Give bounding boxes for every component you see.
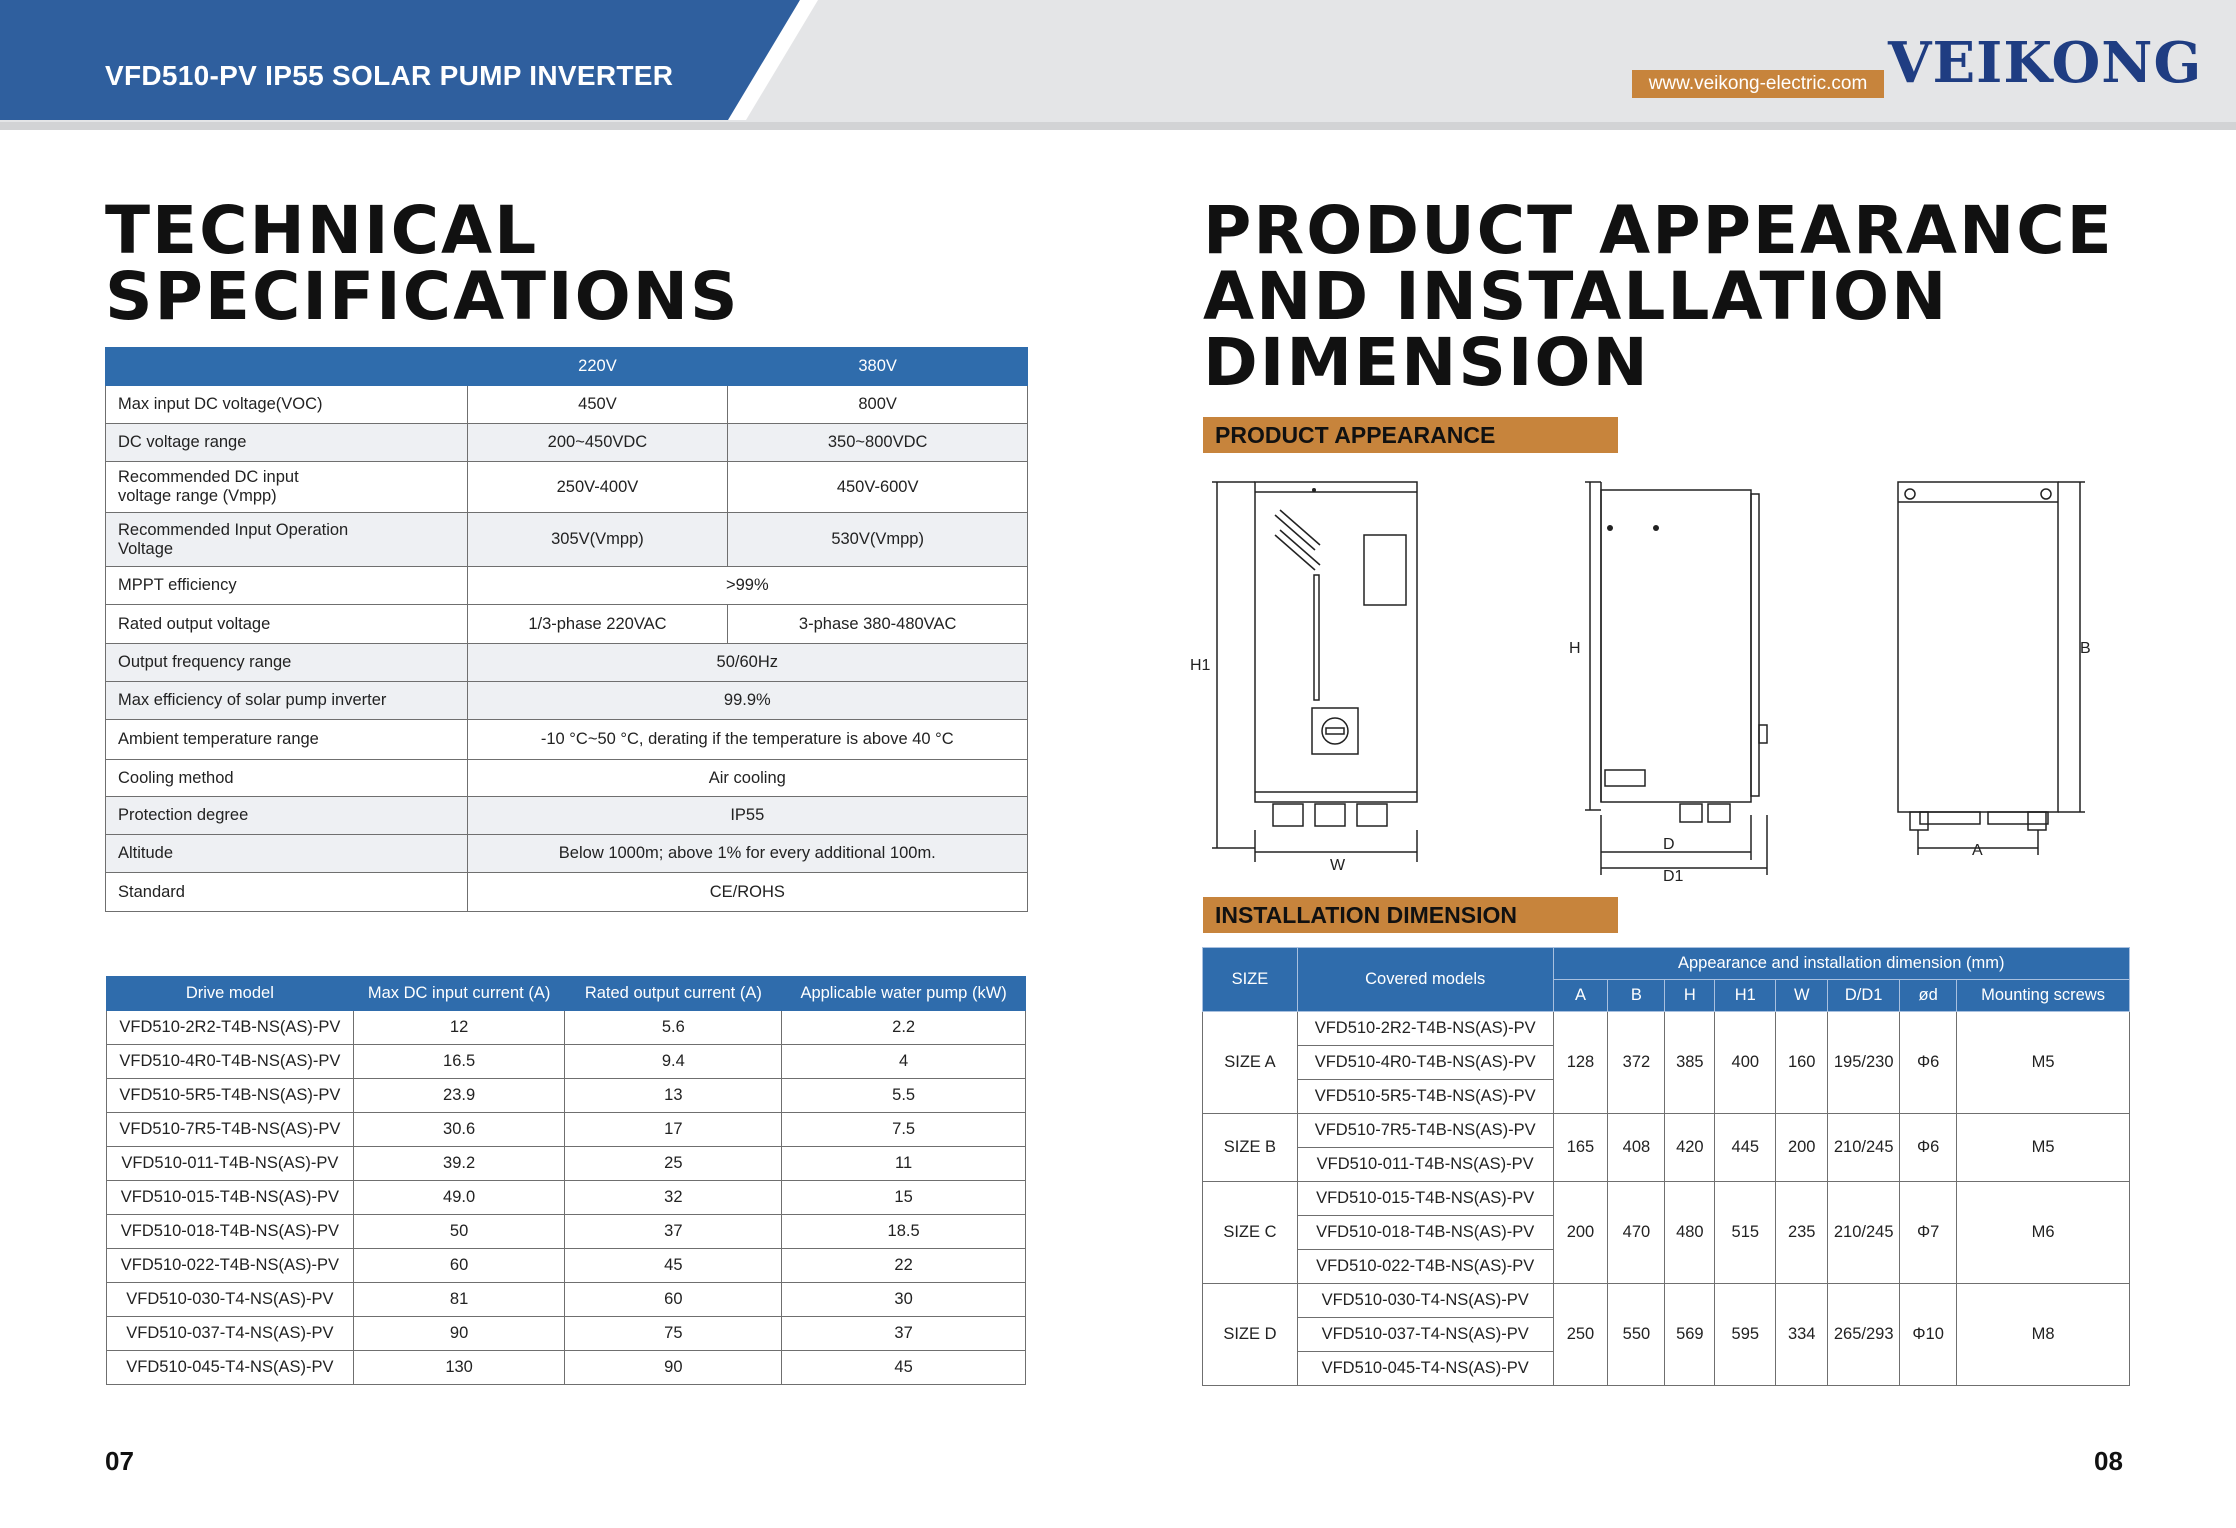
dim-od-cell: Φ6 bbox=[1900, 1012, 1957, 1114]
inst-header-dimensions: Appearance and installation dimension (mm) bbox=[1553, 948, 2130, 980]
table-row bbox=[107, 1351, 1026, 1385]
dim-mounting-screws-cell: M6 bbox=[1957, 1182, 2130, 1284]
dim-w-cell: 334 bbox=[1776, 1284, 1828, 1386]
installation-table bbox=[1202, 947, 2130, 1386]
spec-value: 450V-600V bbox=[728, 462, 1028, 513]
water-pump-cell: 18.5 bbox=[782, 1215, 1026, 1249]
model-table bbox=[106, 976, 1026, 1385]
max-dc-current-cell: 130 bbox=[353, 1351, 565, 1385]
water-pump-cell: 30 bbox=[782, 1283, 1026, 1317]
spec-value: IP55 bbox=[467, 797, 1027, 835]
spec-label: Ambient temperature range bbox=[106, 720, 468, 760]
dim-b-cell: 372 bbox=[1608, 1012, 1665, 1114]
rated-output-current-cell: 90 bbox=[565, 1351, 782, 1385]
label-d: D bbox=[1663, 836, 1675, 853]
website-url[interactable]: www.veikong-electric.com bbox=[1632, 70, 1884, 98]
covered-model-cell: VFD510-5R5-T4B-NS(AS)-PV bbox=[1297, 1080, 1553, 1114]
label-h1: H1 bbox=[1190, 657, 1211, 674]
dim-h-cell: 420 bbox=[1665, 1114, 1715, 1182]
tech-spec-title-line2: SPECIFICATIONS bbox=[105, 258, 740, 335]
spec-label: Max efficiency of solar pump inverter bbox=[106, 682, 468, 720]
inst-header-row bbox=[1203, 948, 2130, 980]
max-dc-current-cell: 81 bbox=[353, 1283, 565, 1317]
header-title: VFD510-PV IP55 SOLAR PUMP INVERTER bbox=[105, 60, 674, 91]
dim-d-d1-cell: 210/245 bbox=[1828, 1182, 1900, 1284]
label-d1: D1 bbox=[1663, 868, 1684, 885]
table-row bbox=[107, 1045, 1026, 1079]
dim-h1-cell: 515 bbox=[1715, 1182, 1776, 1284]
spec-label: MPPT efficiency bbox=[106, 567, 468, 605]
size-cell: SIZE C bbox=[1203, 1182, 1298, 1284]
spec-value: >99% bbox=[467, 567, 1027, 605]
max-dc-current-cell: 16.5 bbox=[353, 1045, 565, 1079]
table-row bbox=[107, 1079, 1026, 1113]
table-row bbox=[107, 1147, 1026, 1181]
side-view-drawing bbox=[1585, 482, 1767, 875]
spec-value: 305V(Vmpp) bbox=[467, 513, 728, 567]
spec-value: 99.9% bbox=[467, 682, 1027, 720]
spec-label: DC voltage range bbox=[106, 424, 468, 462]
inst-col-a: A bbox=[1553, 980, 1608, 1012]
model-name-cell: VFD510-4R0-T4B-NS(AS)-PV bbox=[107, 1045, 354, 1079]
model-name-cell: VFD510-045-T4-NS(AS)-PV bbox=[107, 1351, 354, 1385]
label-a: A bbox=[1972, 842, 1983, 859]
spec-row bbox=[106, 720, 1028, 760]
spec-value: 350~800VDC bbox=[728, 424, 1028, 462]
dim-w-cell: 235 bbox=[1776, 1182, 1828, 1284]
spec-row bbox=[106, 835, 1028, 873]
spec-value: Air cooling bbox=[467, 760, 1027, 797]
spec-label-line2: voltage range (Vmpp) bbox=[118, 487, 277, 505]
water-pump-cell: 4 bbox=[782, 1045, 1026, 1079]
rated-output-current-cell: 45 bbox=[565, 1249, 782, 1283]
spec-value: 200~450VDC bbox=[467, 424, 728, 462]
spec-value: 3-phase 380-480VAC bbox=[728, 605, 1028, 644]
spec-label: Standard bbox=[106, 873, 468, 912]
table-row bbox=[1203, 1182, 2130, 1216]
rated-output-current-cell: 25 bbox=[565, 1147, 782, 1181]
dim-h-cell: 480 bbox=[1665, 1182, 1715, 1284]
veikong-logo: VEIKONG bbox=[1888, 30, 2203, 96]
tech-spec-title-line1: TECHNICAL bbox=[105, 192, 539, 269]
dim-mounting-screws-cell: M5 bbox=[1957, 1012, 2130, 1114]
spec-header-380v: 380V bbox=[728, 348, 1028, 386]
max-dc-current-cell: 23.9 bbox=[353, 1079, 565, 1113]
table-row bbox=[1203, 1012, 2130, 1046]
spec-label: Rated output voltage bbox=[106, 605, 468, 644]
installation-dimension-label: INSTALLATION DIMENSION bbox=[1203, 897, 1618, 933]
product-drawings bbox=[1180, 470, 2120, 890]
spec-row bbox=[106, 682, 1028, 720]
spec-label-line1: Recommended DC input bbox=[118, 468, 299, 486]
rated-output-current-cell: 60 bbox=[565, 1283, 782, 1317]
dim-b-cell: 408 bbox=[1608, 1114, 1665, 1182]
page-number-left: 07 bbox=[105, 1446, 134, 1476]
appearance-title-line3: DIMENSION bbox=[1203, 324, 1650, 401]
dim-d-d1-cell: 210/245 bbox=[1828, 1114, 1900, 1182]
water-pump-cell: 7.5 bbox=[782, 1113, 1026, 1147]
model-name-cell: VFD510-015-T4B-NS(AS)-PV bbox=[107, 1181, 354, 1215]
spec-value: 530V(Vmpp) bbox=[728, 513, 1028, 567]
spec-label: Cooling method bbox=[106, 760, 468, 797]
model-header-row bbox=[107, 977, 1026, 1011]
inst-header-models: Covered models bbox=[1297, 948, 1553, 1012]
dim-mounting-screws-cell: M5 bbox=[1957, 1114, 2130, 1182]
table-row bbox=[1203, 1114, 2130, 1148]
model-name-cell: VFD510-7R5-T4B-NS(AS)-PV bbox=[107, 1113, 354, 1147]
dim-mounting-screws-cell: M8 bbox=[1957, 1284, 2130, 1386]
appearance-title-line1: PRODUCT APPEARANCE bbox=[1203, 192, 2114, 269]
model-name-cell: VFD510-011-T4B-NS(AS)-PV bbox=[107, 1147, 354, 1181]
dim-od-cell: Φ10 bbox=[1900, 1284, 1957, 1386]
spec-value: 50/60Hz bbox=[467, 644, 1027, 682]
spec-value: 450V bbox=[467, 386, 728, 424]
water-pump-cell: 11 bbox=[782, 1147, 1026, 1181]
model-name-cell: VFD510-5R5-T4B-NS(AS)-PV bbox=[107, 1079, 354, 1113]
dim-h1-cell: 595 bbox=[1715, 1284, 1776, 1386]
covered-model-cell: VFD510-030-T4-NS(AS)-PV bbox=[1297, 1284, 1553, 1318]
max-dc-current-cell: 39.2 bbox=[353, 1147, 565, 1181]
dim-h-cell: 569 bbox=[1665, 1284, 1715, 1386]
spec-label: Output frequency range bbox=[106, 644, 468, 682]
rated-output-current-cell: 13 bbox=[565, 1079, 782, 1113]
rated-output-current-cell: 5.6 bbox=[565, 1011, 782, 1045]
spec-row bbox=[106, 386, 1028, 424]
max-dc-current-cell: 60 bbox=[353, 1249, 565, 1283]
back-view-drawing bbox=[1898, 482, 2085, 855]
spec-header-blank bbox=[106, 348, 468, 386]
drawing-dots bbox=[1312, 488, 1659, 531]
spec-row bbox=[106, 760, 1028, 797]
inst-col-h1: H1 bbox=[1715, 980, 1776, 1012]
installation-table-body bbox=[1203, 1012, 2130, 1386]
spec-value: 800V bbox=[728, 386, 1028, 424]
model-name-cell: VFD510-2R2-T4B-NS(AS)-PV bbox=[107, 1011, 354, 1045]
spec-header-220v: 220V bbox=[467, 348, 728, 386]
table-row bbox=[107, 1215, 1026, 1249]
header-underline bbox=[0, 122, 2236, 130]
water-pump-cell: 45 bbox=[782, 1351, 1026, 1385]
rated-output-current-cell: 17 bbox=[565, 1113, 782, 1147]
table-row bbox=[1203, 1284, 2130, 1318]
size-cell: SIZE D bbox=[1203, 1284, 1298, 1386]
inst-col-mounting-screws: Mounting screws bbox=[1957, 980, 2130, 1012]
table-row bbox=[107, 1113, 1026, 1147]
table-row bbox=[107, 1249, 1026, 1283]
spec-row bbox=[106, 797, 1028, 835]
dim-od-cell: Φ7 bbox=[1900, 1182, 1957, 1284]
appearance-title-line2: AND INSTALLATION bbox=[1203, 258, 1949, 335]
model-header-max-dc-current: Max DC input current (A) bbox=[353, 977, 565, 1011]
dim-h1-cell: 400 bbox=[1715, 1012, 1776, 1114]
model-name-cell: VFD510-022-T4B-NS(AS)-PV bbox=[107, 1249, 354, 1283]
dim-a-cell: 128 bbox=[1553, 1012, 1608, 1114]
inst-col-d-d1: D/D1 bbox=[1828, 980, 1900, 1012]
covered-model-cell: VFD510-037-T4-NS(AS)-PV bbox=[1297, 1318, 1553, 1352]
model-name-cell: VFD510-018-T4B-NS(AS)-PV bbox=[107, 1215, 354, 1249]
max-dc-current-cell: 49.0 bbox=[353, 1181, 565, 1215]
max-dc-current-cell: 50 bbox=[353, 1215, 565, 1249]
table-row bbox=[107, 1181, 1026, 1215]
covered-model-cell: VFD510-045-T4-NS(AS)-PV bbox=[1297, 1352, 1553, 1386]
max-dc-current-cell: 12 bbox=[353, 1011, 565, 1045]
model-header-drive-model: Drive model bbox=[107, 977, 354, 1011]
covered-model-cell: VFD510-2R2-T4B-NS(AS)-PV bbox=[1297, 1012, 1553, 1046]
spec-row bbox=[106, 873, 1028, 912]
spec-row bbox=[106, 644, 1028, 682]
spec-row bbox=[106, 513, 1028, 567]
max-dc-current-cell: 30.6 bbox=[353, 1113, 565, 1147]
covered-model-cell: VFD510-4R0-T4B-NS(AS)-PV bbox=[1297, 1046, 1553, 1080]
product-appearance-label: PRODUCT APPEARANCE bbox=[1203, 417, 1618, 453]
inst-col-w: W bbox=[1776, 980, 1828, 1012]
dim-d-d1-cell: 195/230 bbox=[1828, 1012, 1900, 1114]
rated-output-current-cell: 32 bbox=[565, 1181, 782, 1215]
dim-b-cell: 550 bbox=[1608, 1284, 1665, 1386]
inst-header-size: SIZE bbox=[1203, 948, 1298, 1012]
max-dc-current-cell: 90 bbox=[353, 1317, 565, 1351]
covered-model-cell: VFD510-015-T4B-NS(AS)-PV bbox=[1297, 1182, 1553, 1216]
inst-col-h: H bbox=[1665, 980, 1715, 1012]
covered-model-cell: VFD510-011-T4B-NS(AS)-PV bbox=[1297, 1148, 1553, 1182]
model-name-cell: VFD510-030-T4-NS(AS)-PV bbox=[107, 1283, 354, 1317]
spec-label-line1: Recommended Input Operation bbox=[118, 520, 349, 539]
spec-value: CE/ROHS bbox=[467, 873, 1027, 912]
rated-output-current-cell: 75 bbox=[565, 1317, 782, 1351]
dim-a-cell: 250 bbox=[1553, 1284, 1608, 1386]
rated-output-current-cell: 37 bbox=[565, 1215, 782, 1249]
dim-h1-cell: 445 bbox=[1715, 1114, 1776, 1182]
table-row bbox=[107, 1317, 1026, 1351]
model-header-water-pump: Applicable water pump (kW) bbox=[782, 977, 1026, 1011]
rated-output-current-cell: 9.4 bbox=[565, 1045, 782, 1079]
dim-d-d1-cell: 265/293 bbox=[1828, 1284, 1900, 1386]
inst-col-od: ød bbox=[1900, 980, 1957, 1012]
spec-label bbox=[106, 462, 468, 513]
spec-row bbox=[106, 567, 1028, 605]
table-row bbox=[107, 1011, 1026, 1045]
spec-label-line2: Voltage bbox=[118, 539, 174, 558]
spec-label: Altitude bbox=[106, 835, 468, 873]
label-b: B bbox=[2080, 640, 2091, 657]
covered-model-cell: VFD510-7R5-T4B-NS(AS)-PV bbox=[1297, 1114, 1553, 1148]
water-pump-cell: 22 bbox=[782, 1249, 1026, 1283]
label-w: W bbox=[1330, 857, 1346, 874]
spec-value: -10 °C~50 °C, derating if the temperature is above 40 °C bbox=[467, 720, 1027, 760]
page-number-right: 08 bbox=[2094, 1446, 2123, 1476]
spec-table bbox=[105, 347, 1028, 912]
size-cell: SIZE A bbox=[1203, 1012, 1298, 1114]
dim-a-cell: 165 bbox=[1553, 1114, 1608, 1182]
spec-row bbox=[106, 605, 1028, 644]
size-cell: SIZE B bbox=[1203, 1114, 1298, 1182]
spec-header-row bbox=[106, 348, 1028, 386]
spec-row bbox=[106, 424, 1028, 462]
spec-row bbox=[106, 462, 1028, 513]
table-row bbox=[107, 1283, 1026, 1317]
water-pump-cell: 2.2 bbox=[782, 1011, 1026, 1045]
dim-od-cell: Φ6 bbox=[1900, 1114, 1957, 1182]
water-pump-cell: 15 bbox=[782, 1181, 1026, 1215]
spec-label: Max input DC voltage(VOC) bbox=[106, 386, 468, 424]
model-header-rated-output-current: Rated output current (A) bbox=[565, 977, 782, 1011]
model-table-body bbox=[107, 1011, 1026, 1385]
model-name-cell: VFD510-037-T4-NS(AS)-PV bbox=[107, 1317, 354, 1351]
spec-label: Protection degree bbox=[106, 797, 468, 835]
water-pump-cell: 5.5 bbox=[782, 1079, 1026, 1113]
covered-model-cell: VFD510-022-T4B-NS(AS)-PV bbox=[1297, 1250, 1553, 1284]
spec-value: 1/3-phase 220VAC bbox=[467, 605, 728, 644]
inst-col-b: B bbox=[1608, 980, 1665, 1012]
spec-label bbox=[106, 513, 468, 567]
water-pump-cell: 37 bbox=[782, 1317, 1026, 1351]
spec-value: 250V-400V bbox=[467, 462, 728, 513]
front-view-drawing bbox=[1212, 482, 1417, 862]
dim-w-cell: 160 bbox=[1776, 1012, 1828, 1114]
covered-model-cell: VFD510-018-T4B-NS(AS)-PV bbox=[1297, 1216, 1553, 1250]
dim-h-cell: 385 bbox=[1665, 1012, 1715, 1114]
dim-b-cell: 470 bbox=[1608, 1182, 1665, 1284]
label-h: H bbox=[1569, 640, 1581, 657]
spec-value: Below 1000m; above 1% for every additional 100m. bbox=[467, 835, 1027, 873]
dim-w-cell: 200 bbox=[1776, 1114, 1828, 1182]
dim-a-cell: 200 bbox=[1553, 1182, 1608, 1284]
